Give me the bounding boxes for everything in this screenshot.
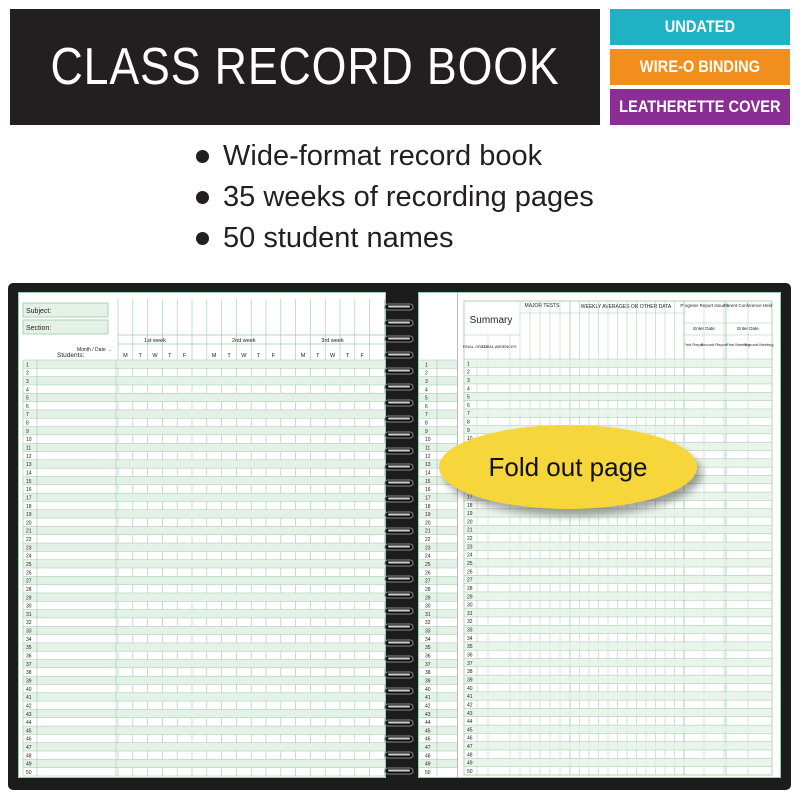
summary-title: Summary [469,315,513,326]
row-tint [23,693,385,701]
row-number: 1 [467,361,470,368]
row-tint [465,742,771,750]
row-number: 20 [26,520,32,527]
row-number: 11 [425,445,431,452]
day-label: T [256,353,261,359]
subject-label: Subject: [26,308,52,315]
row-tint [23,393,385,401]
summary-page-grid [458,293,780,777]
row-tint [465,359,771,367]
row-number: 36 [26,653,32,660]
row-number: 21 [425,528,431,535]
row-number: 50 [26,770,32,776]
row-number: 40 [467,685,473,692]
row-number: 30 [425,603,431,610]
row-number: 26 [26,570,32,577]
week-label: 3rd week [321,338,344,344]
row-tint [23,377,385,385]
row-number: 16 [425,487,431,494]
row-number: 36 [425,653,431,660]
row-number: 2 [26,370,29,377]
feature-item [196,218,594,259]
row-number: 28 [467,585,473,592]
row-number: 47 [425,745,431,752]
day-label: M [211,353,217,359]
ring-highlight [388,706,410,708]
parent-conference-label: Parent Conference Held [723,303,773,308]
ring-highlight [388,306,410,308]
row-number: 17 [467,494,473,501]
row-tint [465,625,771,633]
ring-highlight [388,402,410,404]
row-number: 38 [26,670,32,677]
feature-item [196,177,594,218]
left-page-grid [19,293,385,777]
row-tint [465,559,771,567]
row-tint [23,643,385,651]
day-label: T [316,353,320,359]
row-number: 8 [425,420,428,427]
row-number: 37 [425,661,431,668]
row-number: 10 [425,437,431,444]
row-number: 45 [26,728,32,735]
ring-highlight [388,594,410,596]
enter-date-label: Enter Date [737,326,759,331]
row-number: 13 [26,462,32,469]
row-number: 22 [425,537,431,544]
row-number: 38 [467,669,473,676]
row-number: 42 [26,703,32,710]
first-report-label: First Report [683,342,705,347]
product-title: CLASS RECORD BOOK [50,38,560,96]
row-tint [23,709,385,717]
day-label: T [168,353,172,359]
row-number: 8 [26,420,29,427]
row-number: 32 [425,620,431,627]
row-number: 31 [26,611,32,618]
ring-highlight [388,434,410,436]
row-number: 43 [26,711,32,718]
row-tint [465,409,771,417]
row-number: 28 [26,586,32,593]
row-tint [23,576,385,584]
row-number: 29 [425,595,431,602]
second-report-label: Second Report [700,342,728,347]
row-number: 23 [467,544,473,551]
row-number: 27 [26,578,32,585]
row-tint [23,593,385,601]
enter-date-label: Enter Date [693,326,715,331]
row-number: 37 [26,661,32,668]
row-number: 16 [26,487,32,494]
row-number: 15 [425,478,431,485]
ring-highlight [388,466,410,468]
row-number: 12 [26,453,32,460]
ring-highlight [388,562,410,564]
row-number: 25 [26,562,32,568]
row-number: 26 [425,570,431,577]
row-number: 14 [425,470,431,477]
row-number: 4 [26,387,29,394]
row-number: 13 [425,462,431,469]
day-label: W [329,353,336,359]
row-number: 32 [467,619,473,626]
row-number: 31 [425,611,431,618]
row-number: 40 [425,686,431,693]
row-number: 35 [26,645,32,652]
row-tint [465,525,771,533]
row-number: 1 [425,362,428,369]
row-number: 7 [26,412,29,419]
row-tint [23,526,385,534]
bullet-icon [196,191,209,204]
weekly-label: WEEKLY AVERAGES OR OTHER DATA [580,304,672,310]
ring-highlight [388,610,410,612]
row-number: 3 [26,378,29,385]
row-number: 2 [425,370,428,377]
row-number: 37 [467,660,473,667]
title-banner [10,9,600,125]
wire-o-binding [383,296,415,776]
row-tint [23,726,385,734]
row-number: 20 [467,519,473,526]
day-label: T [345,353,350,359]
ring-highlight [388,770,410,772]
ring-highlight [388,626,410,628]
row-tint [23,610,385,618]
row-number: 44 [26,720,32,727]
row-number: 48 [467,752,473,759]
row-number: 24 [26,553,32,560]
row-tint [23,493,385,501]
row-number: 15 [26,478,32,485]
row-number: 9 [467,427,470,434]
row-number: 5 [26,395,29,402]
ring-highlight [388,386,410,388]
row-tint [23,460,385,468]
feature-text: 50 student names [223,222,454,254]
first-meeting-label: First Meeting [726,342,750,347]
row-number: 27 [425,578,431,585]
row-number: 41 [425,695,431,702]
total-absences-label: TOTAL ABSENCES [481,344,517,349]
row-tint [465,376,771,384]
row-number: 29 [26,595,32,602]
row-tint [465,659,771,667]
row-tint [23,626,385,634]
ring-highlight [388,722,410,724]
row-number: 3 [425,378,428,385]
feature-item [196,136,594,177]
progress-label: Progress Report Issued [680,303,728,308]
row-number: 31 [467,610,473,617]
row-number: 46 [467,735,473,742]
row-tint [465,542,771,550]
ring-highlight [388,498,410,500]
row-tint [23,410,385,418]
row-number: 34 [425,636,431,643]
week-label: 1st week [144,338,166,344]
row-number: 34 [467,635,473,642]
row-tint [23,743,385,751]
row-number: 29 [467,594,473,601]
row-number: 44 [467,719,473,726]
row-number: 17 [425,495,431,502]
row-number: 6 [26,403,29,410]
row-tint [23,543,385,551]
ring-highlight [388,450,410,452]
row-tint [465,592,771,600]
ring-highlight [388,578,410,580]
row-tint [23,476,385,484]
row-number: 33 [467,627,473,634]
row-number: 42 [425,703,431,710]
ring-highlight [388,530,410,532]
row-number: 25 [467,561,473,567]
row-number: 41 [26,695,32,702]
day-label: M [123,353,128,359]
row-number: 12 [425,453,431,460]
row-number: 36 [467,652,473,659]
badge-label: WIRE-O BINDING [639,57,761,76]
row-number: 4 [425,387,428,394]
row-tint [465,758,771,766]
left-record-page [18,292,386,778]
row-number: 44 [425,720,431,727]
major-tests-label: MAJOR TESTS [524,303,560,309]
day-label: W [152,353,158,359]
row-number: 46 [26,736,32,743]
feature-text: 35 weeks of recording pages [223,181,594,213]
row-number: 45 [467,727,473,734]
row-number: 3 [467,377,470,384]
row-number: 17 [26,495,32,502]
row-tint [23,510,385,518]
row-number: 6 [425,403,428,410]
row-number: 49 [26,761,32,768]
fold-out-summary-page [457,292,781,778]
row-tint [465,509,771,517]
row-number: 7 [467,411,470,418]
row-number: 1 [26,362,29,369]
row-number: 24 [467,552,473,559]
row-number: 45 [425,728,431,735]
day-label: M [300,353,306,359]
row-number: 49 [425,761,431,768]
row-tint [23,660,385,668]
row-number: 21 [467,527,473,534]
row-number: 40 [26,686,32,693]
row-tint [23,560,385,568]
row-number: 35 [425,645,431,652]
callout-label: Fold out page [488,451,648,482]
row-number: 11 [26,445,32,452]
bullet-icon [196,232,209,245]
students-label: Students: [57,352,85,359]
row-number: 23 [26,545,32,552]
badge-label: UNDATED [664,17,736,36]
ring-highlight [388,370,410,372]
row-number: 5 [425,395,428,402]
row-tint [465,708,771,716]
feature-list [196,136,594,259]
row-number: 9 [425,428,428,435]
row-number: 27 [467,577,473,584]
row-tint [465,609,771,617]
row-number: 22 [26,537,32,544]
row-tint [465,392,771,400]
badge-label: LEATHERETTE COVER [619,97,781,116]
badge-undated [610,9,790,45]
row-tint [465,675,771,683]
row-number: 47 [467,744,473,751]
row-number: 43 [425,711,431,718]
row-number: 28 [425,586,431,593]
ring-highlight [388,690,410,692]
second-meeting-label: Second Meeting [744,342,774,347]
ring-highlight [388,354,410,356]
day-label: W [241,353,247,359]
row-number: 26 [467,569,473,576]
ring-highlight [388,658,410,660]
row-number: 24 [425,553,431,560]
day-label: F [271,353,276,359]
row-number: 14 [26,470,32,477]
row-number: 33 [425,628,431,635]
row-number: 18 [26,503,32,510]
row-tint [465,725,771,733]
row-number: 18 [425,503,431,510]
ring-highlight [388,546,410,548]
ring-highlight [388,642,410,644]
row-number: 6 [467,402,470,409]
ring-highlight [388,514,410,516]
row-number: 30 [467,602,473,609]
ring-highlight [388,338,410,340]
ring-highlight [388,482,410,484]
row-number: 39 [425,678,431,685]
bullet-icon [196,150,209,163]
row-tint [23,443,385,451]
section-label: Section: [26,325,52,332]
row-number: 21 [26,528,32,535]
row-number: 30 [26,603,32,610]
row-number: 20 [425,520,431,527]
row-number: 35 [467,644,473,651]
row-number: 39 [26,678,32,685]
month-date-label: Month / Date → [76,347,112,353]
row-number: 48 [425,753,431,760]
fold-out-callout [439,425,697,509]
ring-highlight [388,322,410,324]
day-label: F [360,353,364,359]
row-number: 32 [26,620,32,627]
row-number: 39 [467,677,473,684]
row-number: 49 [467,760,473,767]
row-number: 42 [467,702,473,709]
row-tint [23,676,385,684]
row-number: 41 [467,694,473,701]
week-label: 2nd week [232,338,256,344]
row-number: 18 [467,502,473,509]
row-number: 5 [467,394,470,401]
row-number: 10 [26,437,32,444]
row-number: 2 [467,369,470,376]
day-label: T [227,353,231,359]
row-number: 25 [425,562,431,568]
row-number: 50 [425,770,431,776]
row-number: 19 [26,512,32,519]
ring-highlight [388,754,410,756]
row-number: 7 [425,412,428,419]
row-number: 48 [26,753,32,760]
row-number: 22 [467,536,473,543]
row-tint [465,692,771,700]
ring-highlight [388,418,410,420]
row-number: 34 [26,636,32,643]
row-number: 43 [467,710,473,717]
row-number: 23 [425,545,431,552]
feature-text: Wide-format record book [223,140,543,172]
day-label: F [182,353,187,359]
row-number: 19 [425,512,431,519]
row-number: 4 [467,386,470,393]
row-tint [23,360,385,368]
row-number: 8 [467,419,470,426]
ring-highlight [388,738,410,740]
row-number: 50 [467,769,473,775]
badge-leatherette-cover [610,89,790,125]
day-label: T [138,353,142,359]
row-number: 19 [467,511,473,518]
row-number: 33 [26,628,32,635]
row-tint [23,759,385,767]
row-tint [465,642,771,650]
final-grade-label: FINAL GRADE [462,344,490,349]
row-number: 9 [26,428,29,435]
badge-wire-o-binding [610,49,790,85]
ring-highlight [388,674,410,676]
row-tint [23,427,385,435]
row-number: 46 [425,736,431,743]
row-number: 47 [26,745,32,752]
row-number: 38 [425,670,431,677]
row-tint [465,575,771,583]
